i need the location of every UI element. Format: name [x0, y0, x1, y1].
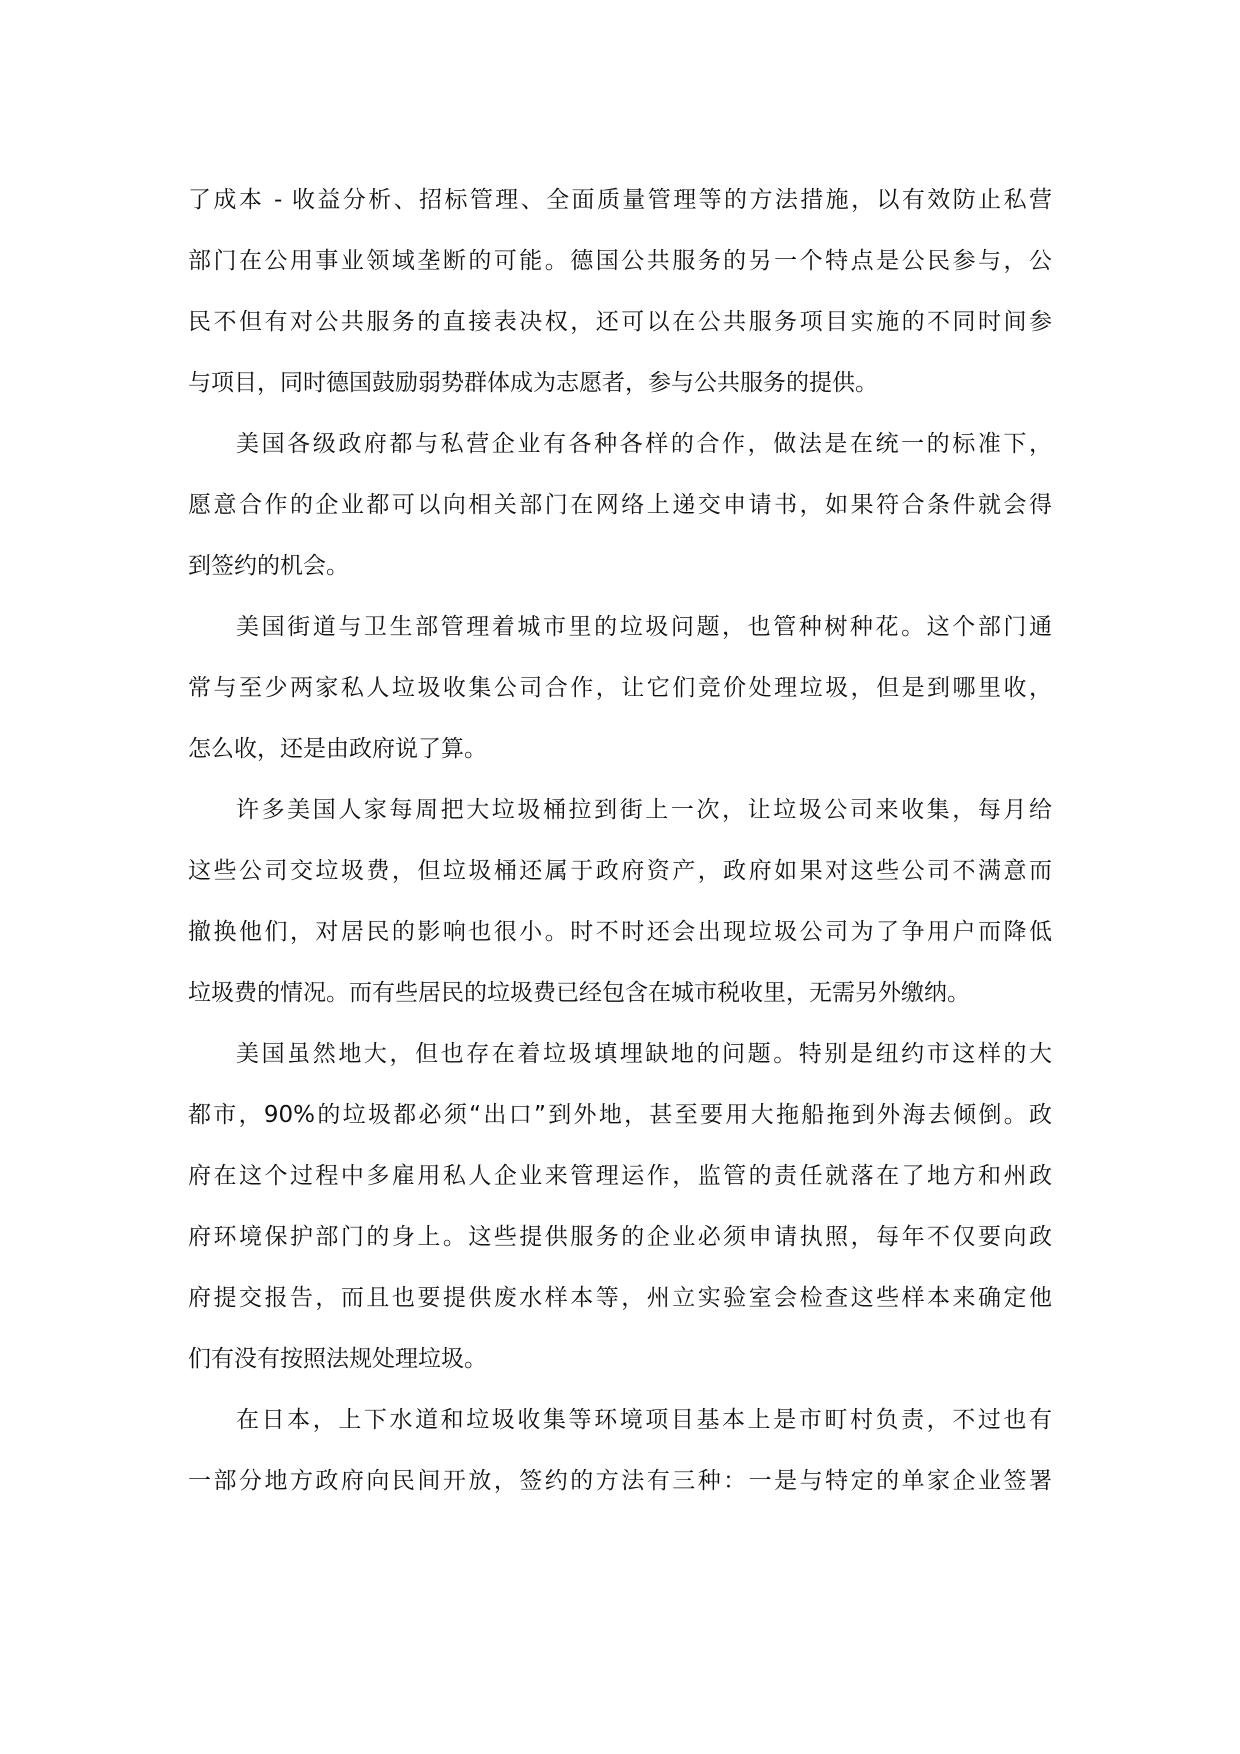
text-line: 到签约的机会。 [188, 553, 349, 579]
body-text [188, 170, 1052, 1512]
text-line: 怎么收，还是由政府说了算。 [188, 736, 487, 762]
text-line: 都市，90%的垃圾都必须“出口”到外地，甚至要用大拖船拖到外海去倾倒。政 [188, 1102, 1052, 1128]
text-line: 这些公司交垃圾费，但垃圾桶还属于政府资产，政府如果对这些公司不满意而 [188, 858, 1052, 884]
paragraph-us-sanitation-department [188, 597, 1052, 780]
text-line: 了成本 - 收益分析、招标管理、全面质量管理等的方法措施，以有效防止私营 [188, 187, 1052, 213]
text-line: 府提交报告，而且也要提供废水样本等，州立实验室会检查这些样本来确定他 [188, 1285, 1052, 1311]
text-line: 在日本，上下水道和垃圾收集等环境项目基本上是市町村负责，不过也有 [236, 1407, 1052, 1433]
text-line: 美国各级政府都与私营企业有各种各样的合作，做法是在统一的标准下， [236, 431, 1052, 457]
paragraph-us-household-garbage [188, 780, 1052, 1024]
paragraph-us-government-cooperation [188, 414, 1052, 597]
text-line: 美国虽然地大，但也存在着垃圾填埋缺地的问题。特别是纽约市这样的大 [236, 1041, 1052, 1067]
text-line: 许多美国人家每周把大垃圾桶拉到街上一次，让垃圾公司来收集，每月给 [236, 797, 1052, 823]
text-line: 垃圾费的情况。而有些居民的垃圾费已经包含在城市税收里，无需另外缴纳。 [188, 980, 970, 1006]
text-line: 一部分地方政府向民间开放，签约的方法有三种：一是与特定的单家企业签署 [188, 1468, 1052, 1494]
paragraph-germany-public-service [188, 170, 1052, 414]
text-line: 部门在公用事业领域垄断的可能。德国公共服务的另一个特点是公民参与，公 [188, 248, 1052, 274]
text-line: 常与至少两家私人垃圾收集公司合作，让它们竞价处理垃圾，但是到哪里收， [188, 675, 1052, 701]
paragraph-us-landfill-shortage [188, 1024, 1052, 1390]
text-line: 们有没有按照法规处理垃圾。 [188, 1346, 487, 1372]
text-line: 府在这个过程中多雇用私人企业来管理运作，监管的责任就落在了地方和州政 [188, 1163, 1052, 1189]
text-line: 美国街道与卫生部管理着城市里的垃圾问题，也管种树种花。这个部门通 [236, 614, 1052, 640]
paragraph-japan-environment-projects [188, 1390, 1052, 1512]
text-line: 府环境保护部门的身上。这些提供服务的企业必须申请执照，每年不仅要向政 [188, 1224, 1052, 1250]
text-line: 撤换他们，对居民的影响也很小。时不时还会出现垃圾公司为了争用户而降低 [188, 919, 1052, 945]
text-line: 民不但有对公共服务的直接表决权，还可以在公共服务项目实施的不同时间参 [188, 309, 1052, 335]
text-line: 愿意合作的企业都可以向相关部门在网络上递交申请书，如果符合条件就会得 [188, 492, 1052, 518]
text-line: 与项目，同时德国鼓励弱势群体成为志愿者，参与公共服务的提供。 [188, 370, 878, 396]
